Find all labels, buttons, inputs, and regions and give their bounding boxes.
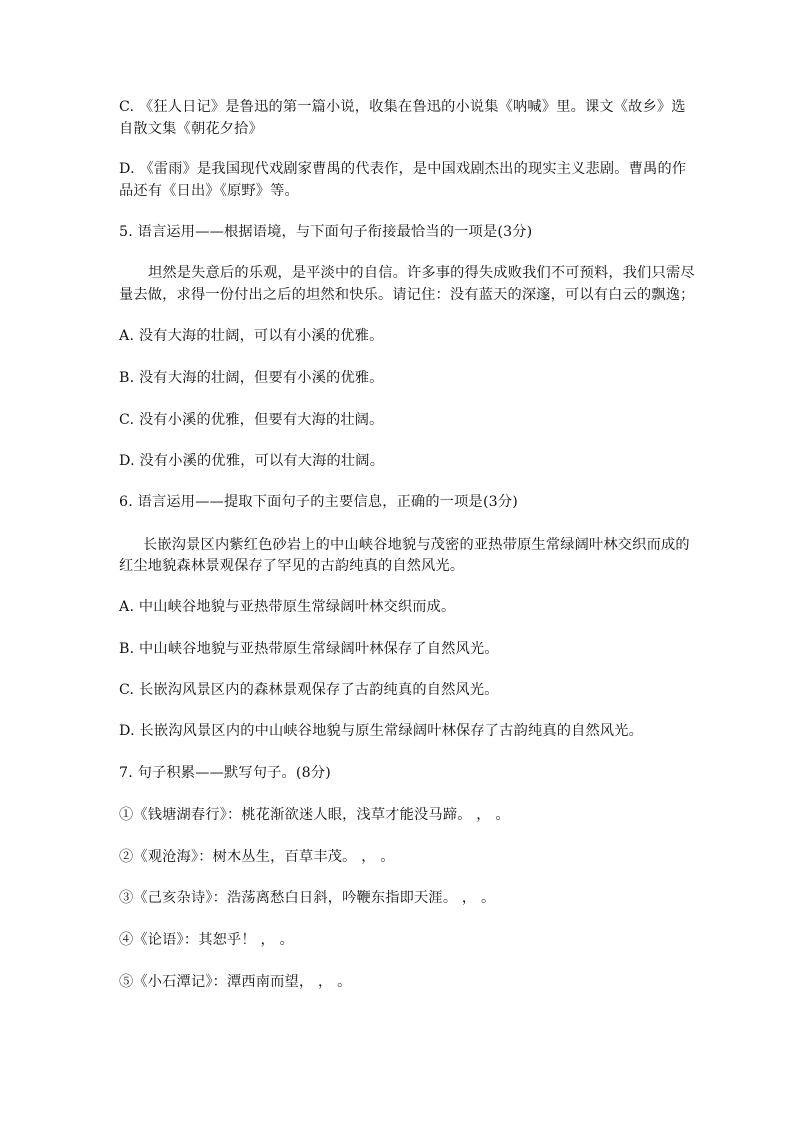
q6-option-d: D. 长嵌沟风景区内的中山峡谷地貌与原生常绿阔叶林保存了古韵纯真的自然风光。 [119,723,644,739]
q5-option-a: A. 没有大海的壮阔，可以有小溪的优雅。 [119,328,384,344]
question-7-heading: 7. 句子积累——默写句子。(8分) [119,765,331,781]
question-6-heading: 6. 语言运用——提取下面句子的主要信息，正确的一项是(3分) [119,494,519,510]
q5-option-d: D. 没有小溪的优雅，可以有大海的壮阔。 [119,453,385,469]
q5-option-b: B. 没有大海的壮阔，但要有小溪的优雅。 [119,370,384,386]
q6-option-a: A. 中山峡谷地貌与亚热带原生常绿阔叶林交织而成。 [119,599,456,615]
option-c-line-1: C. 《狂人日记》是鲁迅的第一篇小说，收集在鲁迅的小说集《呐喊》里。课文《故乡》选 [119,99,686,115]
q7-item-3: ③《己亥杂诗》：浩荡离愁白日斜，吟鞭东指即天涯。 ， 。 [119,890,496,906]
q6-option-c: C. 长嵌沟风景区内的森林景观保存了古韵纯真的自然风光。 [119,682,499,698]
q6-option-b: B. 中山峡谷地貌与亚热带原生常绿阔叶林保存了自然风光。 [119,641,499,657]
option-d-line-2: 品还有《日出》《原野》等。 [119,183,299,199]
q5-option-c: C. 没有小溪的优雅，但要有大海的壮阔。 [119,412,384,428]
q6-passage-line-2: 红尘地貌森林景观保存了罕见的古韵纯真的自然风光。 [119,558,465,574]
q6-passage-line-1: 长嵌沟景区内紫红色砂岩上的中山峡谷地貌与茂密的亚热带原生常绿阔叶林交织而成的 [143,537,690,553]
q7-item-2: ②《观沧海》：树木丛生，百草丰茂。 ， 。 [119,849,395,865]
q7-item-4: ④《论语》：其恕乎！ ， 。 [119,932,294,948]
q7-item-5: ⑤《小石潭记》：潭西南而望， ， 。 [119,974,352,990]
q5-passage-line-2: 量去做，求得一份付出之后的坦然和快乐。请记住：没有蓝天的深邃，可以有白云的飘逸； [119,287,695,303]
q5-passage-line-1: 坦然是失意后的乐观，是平淡中的自信。许多事的得失成败我们不可预料，我们只需尽 [148,265,695,281]
q7-item-1: ①《钱塘湖春行》：桃花渐欲迷人眼，浅草才能没马蹄。 ， 。 [119,807,510,823]
question-5-heading: 5. 语言运用——根据语境，与下面句子衔接最恰当的一项是(3分) [119,224,533,240]
option-c-line-2: 自散文集《朝花夕拾》 [119,121,263,137]
option-d-line-1: D. 《雷雨》是我国现代戏剧家曹禺的代表作，是中国戏剧杰出的现实主义悲剧。曹禺的作 [119,161,687,177]
